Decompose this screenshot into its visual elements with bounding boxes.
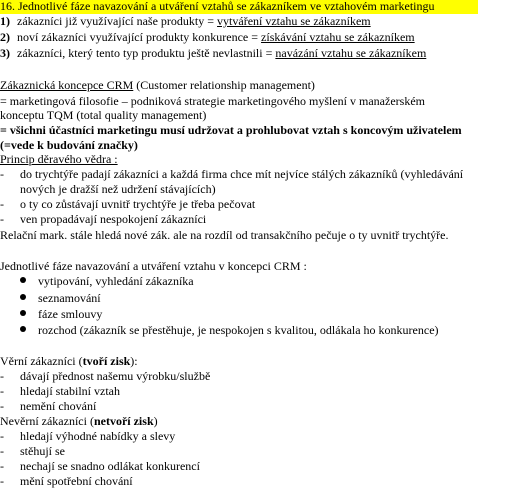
dash-marker: - (0, 212, 4, 226)
funnel-note: Relační mark. stále hledá nové zák. ale na rozdíl od transakčního pečuje o ty uvnitř trychtýře. (0, 228, 449, 242)
item-text: noví zákazníci využívající produkty konkurence = (17, 30, 262, 44)
bullet-icon (20, 310, 26, 316)
bullet-text: rozchod (zákazník se přestěhuje, je nespokojen s kvalitou, odlákala ho konkurence) (38, 323, 439, 337)
numbered-item (0, 31, 415, 44)
item-number: 2) (0, 30, 10, 44)
bullet-item (0, 308, 102, 321)
list-item-text: dávají přednost našemu výrobku/službě (20, 369, 211, 383)
list-item (0, 385, 120, 398)
list-item-text: ven propadávají nespokojení zákazníci (20, 212, 207, 226)
dash-marker: - (0, 444, 4, 458)
item-text: zákazníci již využívající naše produkty = (17, 14, 218, 28)
dash-marker: - (0, 384, 4, 398)
dash-marker: - (0, 429, 4, 443)
list-item-text: nechají se snadno odlákat konkurencí (20, 459, 200, 473)
crm-title-rest: (Customer relationship management) (133, 78, 315, 92)
crm-title-underlined: Zákaznická koncepce CRM (0, 78, 134, 92)
item-number: 1) (0, 14, 10, 28)
bullet-text: seznamování (38, 291, 101, 305)
item-text: zákazníci, který tento typ produktu ještě nevlastnili = (17, 46, 276, 60)
disloyal-title-bold: netvoří zisk (93, 414, 154, 428)
crm-line: = marketingová filosofie – podniková strategie marketingového myšlení v manažerském (0, 94, 425, 108)
numbered-item (0, 47, 426, 60)
bullet-item (0, 275, 194, 288)
disloyal-title-pre: Nevěrní zákazníci ( (0, 414, 94, 428)
item-number: 3) (0, 46, 10, 60)
list-item (0, 445, 65, 458)
list-item-text: mění spotřební chování (20, 474, 133, 488)
bullet-item (0, 324, 439, 337)
dash-marker: - (0, 399, 4, 413)
list-item (0, 400, 96, 413)
dash-marker: - (0, 167, 4, 181)
list-item-text: hledají stabilní vztah (20, 384, 120, 398)
item-underlined: navázání vztahu se zákazníkem (275, 46, 427, 60)
list-item (0, 213, 206, 226)
list-item-text: o ty co zůstávají uvnitř trychtýře je třeba pečovat (20, 197, 256, 211)
phases-title: Jednotlivé fáze navazování a utváření vztahu v koncepci CRM : (0, 259, 307, 273)
dash-marker: - (0, 197, 4, 211)
loyal-title (0, 355, 138, 368)
crm-title (0, 79, 315, 92)
dash-marker: - (0, 459, 4, 473)
bullet-item (0, 292, 101, 305)
list-item (0, 430, 175, 443)
dash-marker: - (0, 474, 4, 488)
dash-marker: - (0, 369, 4, 383)
item-underlined: získávání vztahu se zákazníkem (261, 30, 415, 44)
list-item-text: do trychtýře padají zákazníci a každá firma chce mít nejvíce stálých zákazníků (vyhledávání (20, 167, 464, 181)
bullet-icon (20, 326, 26, 332)
loyal-title-post: ): (130, 354, 138, 368)
crm-line: konceptu TQM (total quality management) (0, 108, 207, 122)
list-item (0, 198, 255, 211)
crm-bold-line: (=vede k budování značky) (0, 138, 138, 152)
bullet-text: vytipování, vyhledání zákazníka (38, 274, 194, 288)
crm-bold-line: = všichni účastníci marketingu musí udržovat a prohlubovat vztah s koncovým uživatelem (0, 123, 462, 137)
list-item-text: stěhují se (20, 444, 65, 458)
disloyal-title (0, 415, 158, 428)
list-item (0, 168, 463, 181)
item-underlined: vytváření vztahu se zákazníkem (217, 14, 371, 28)
bullet-icon (20, 294, 26, 300)
list-item (0, 475, 133, 488)
disloyal-title-post: ) (153, 414, 158, 428)
bullet-icon (20, 277, 26, 283)
section-heading: 16. Jednotlivé fáze navazování a utváření vztahů se zákazníkem ve vztahovém marketingu (0, 0, 478, 14)
list-item-text: nemění chování (20, 399, 97, 413)
funnel-title: Princip děravého vědra : (0, 152, 118, 166)
list-item-text: hledají výhodné nabídky a slevy (20, 429, 176, 443)
list-item (0, 370, 210, 383)
numbered-item (0, 15, 371, 28)
loyal-title-bold: tvoří zisk (82, 354, 131, 368)
list-item-continued: nových je dražší než udržení stávajících) (20, 182, 216, 196)
loyal-title-pre: Věrní zákazníci ( (0, 354, 83, 368)
bullet-text: fáze smlouvy (38, 307, 103, 321)
list-item (0, 460, 200, 473)
